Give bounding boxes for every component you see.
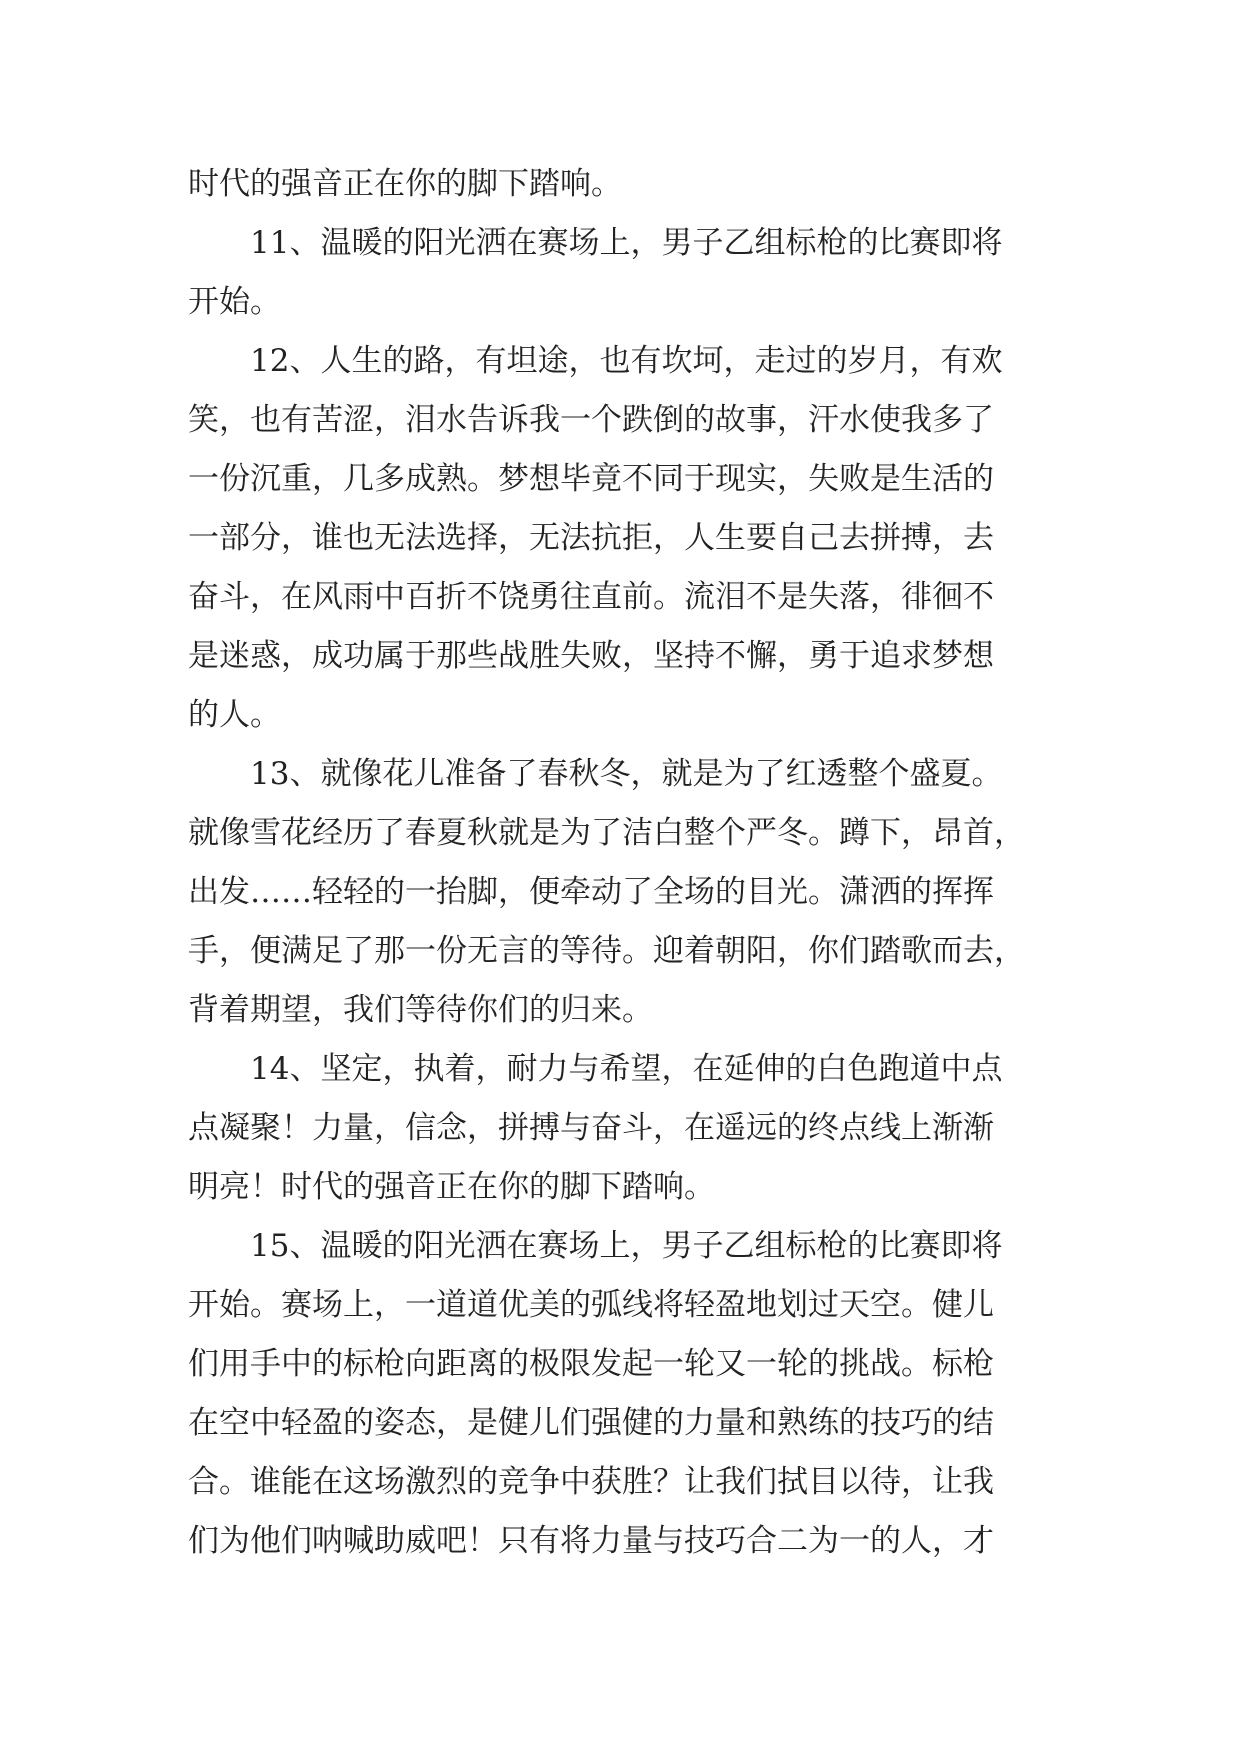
text-line: 是迷惑，成功属于那些战胜失败，坚持不懈，勇于追求梦想 (188, 638, 994, 674)
text-line: 开始。赛场上，一道道优美的弧线将轻盈地划过天空。健儿 (188, 1287, 994, 1323)
text-line: 开始。 (188, 284, 281, 320)
text-line: 一份沉重，几多成熟。梦想毕竟不同于现实，失败是生活的 (188, 461, 994, 497)
paragraph-15-start: 15、温暖的阳光洒在赛场上，男子乙组标枪的比赛即将 (250, 1228, 1003, 1264)
paragraph-14-start: 14、坚定，执着，耐力与希望，在延伸的白色跑道中点 (250, 1051, 1003, 1087)
text-line: 们为他们呐喊助威吧！只有将力量与技巧合二为一的人，才 (188, 1523, 994, 1559)
document-body (188, 155, 1068, 1571)
text-line: 背着期望，我们等待你们的归来。 (188, 992, 653, 1028)
text-line: 手，便满足了那一份无言的等待。迎着朝阳，你们踏歌而去， (188, 933, 1025, 969)
text-line: 的人。 (188, 697, 281, 733)
text-line: 一部分，谁也无法选择，无法抗拒，人生要自己去拼搏，去 (188, 520, 994, 556)
paragraph-11-start: 11、温暖的阳光洒在赛场上，男子乙组标枪的比赛即将 (250, 225, 1003, 261)
text-line: 在空中轻盈的姿态，是健儿们强健的力量和熟练的技巧的结 (188, 1405, 994, 1441)
text-line: 合。谁能在这场激烈的竞争中获胜？让我们拭目以待，让我 (188, 1464, 994, 1500)
paragraph-12-start: 12、人生的路，有坦途，也有坎坷，走过的岁月，有欢 (250, 343, 1003, 379)
paragraph-13-start: 13、就像花儿准备了春秋冬，就是为了红透整个盛夏。 (250, 756, 1003, 792)
text-line: 明亮！时代的强音正在你的脚下踏响。 (188, 1169, 715, 1205)
text-line: 时代的强音正在你的脚下踏响。 (188, 166, 622, 202)
text-line: 就像雪花经历了春夏秋就是为了洁白整个严冬。蹲下，昂首， (188, 815, 1025, 851)
text-line: 们用手中的标枪向距离的极限发起一轮又一轮的挑战。标枪 (188, 1346, 994, 1382)
text-line: 奋斗，在风雨中百折不饶勇往直前。流泪不是失落，徘徊不 (188, 579, 994, 615)
text-line: 出发……轻轻的一抬脚，便牵动了全场的目光。潇洒的挥挥 (188, 874, 994, 910)
text-line: 点凝聚！力量，信念，拼搏与奋斗，在遥远的终点线上渐渐 (188, 1110, 994, 1146)
text-line: 笑，也有苦涩，泪水告诉我一个跌倒的故事，汗水使我多了 (188, 402, 994, 438)
